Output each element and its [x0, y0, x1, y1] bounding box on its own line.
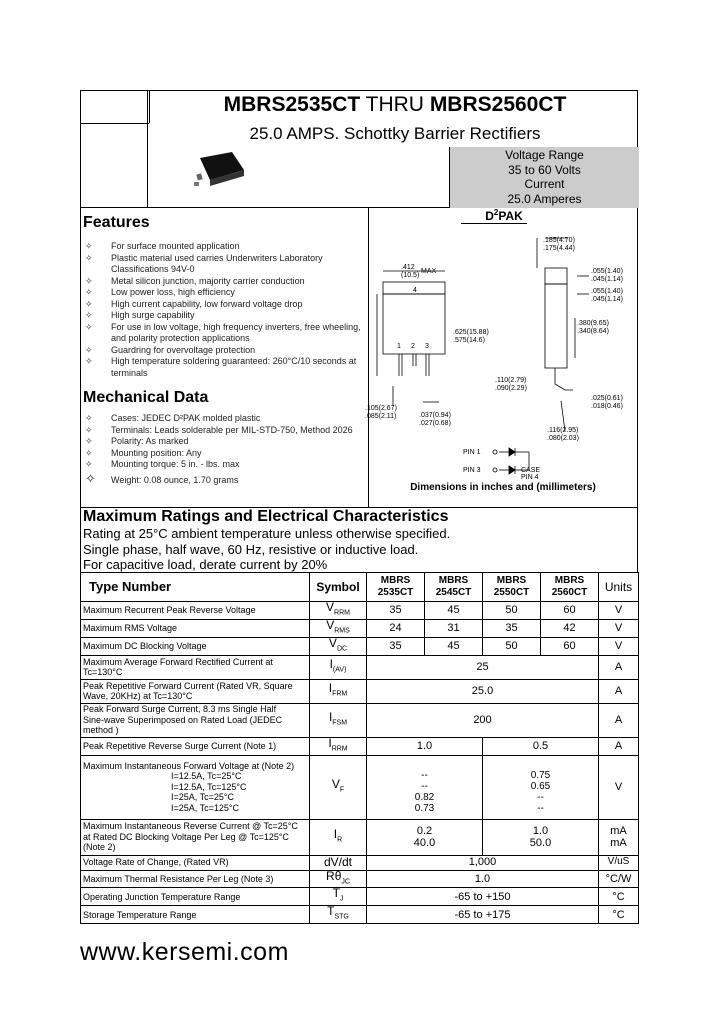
dim-label: .045(1.14)	[591, 296, 623, 303]
table-row: Maximum DC Blocking Voltage $V_{DC}$ 35 45 50 60 V	[81, 637, 639, 655]
dim-label: .055(1.40)	[591, 268, 623, 275]
list-item: ✧ Low power loss, high efficiency	[85, 287, 235, 297]
col-header-part: MBRS 2560CT	[541, 573, 599, 602]
ratings-note: Single phase, half wave, 60 Hz, resistive or inductive load.	[83, 541, 419, 557]
dim-label: .340(8.64)	[577, 328, 609, 335]
page-subtitle: 25.0 AMPS. Schottky Barrier Rectifiers	[249, 124, 541, 143]
list-item: ✧ High current capability, low forward voltage drop	[85, 298, 303, 309]
col-header-part: MBRS 2545CT	[425, 573, 483, 602]
table-row: Operating Junction Temperature Range $T_J$ -65 to +150 °C	[81, 888, 639, 906]
list-item: ✧ Terminals: Leads solderable per MIL-STD-750, Method 2026	[85, 424, 353, 435]
dim-label: .105(2.67)	[365, 405, 397, 412]
dim-label: .025(0.61)	[591, 395, 623, 402]
header-box	[80, 90, 638, 208]
table-row: Maximum Thermal Resistance Per Leg (Note 3) $R\theta_{JC}$ 1.0 °C/W	[81, 870, 639, 888]
col-header-part: MBRS 2550CT	[483, 573, 541, 602]
ratings-table	[80, 572, 639, 924]
pin-label: 1	[397, 343, 401, 350]
list-item: ✧ For use in low voltage, high frequency inverters, free wheeling, and polarity protection applications	[85, 321, 361, 343]
table-row: Maximum Instantaneous Forward Voltage at (Note 2) I=12.5A, Tc=25°C I=12.5A, Tc=125°C I=25A, Tc=25°C I=25A, Tc=125°C $V_F$ -- -- 0.82 0.73 0.75 0.65 -- -- V	[81, 755, 639, 819]
table-row: Maximum Instantaneous Reverse Current @ Tc=25°C at Rated DC Blocking Voltage Per Leg @ Tc=125°C (Note 2) $I_R$ 0.2 40.0 1.0 50.0 mA mA	[81, 819, 639, 855]
package-label: $D^2PAK$	[485, 208, 523, 223]
pin-label: 2	[411, 343, 415, 350]
list-item: ✧ For surface mounted application	[85, 241, 240, 251]
col-header-part: MBRS 2535CT	[367, 573, 425, 602]
voltage-range-label: Voltage Range	[505, 148, 584, 162]
table-header-row	[81, 573, 639, 602]
dim-label: .110(2.79)	[495, 377, 527, 384]
dim-label: .085(2.11)	[365, 413, 397, 420]
list-item: ✧ Cases: JEDEC D²PAK molded plastic	[85, 413, 261, 423]
pin-label: 3	[425, 343, 429, 350]
ratings-title: Maximum Ratings and Electrical Characteristics	[83, 508, 449, 525]
dim-label: .018(0.46)	[591, 403, 623, 410]
features-section	[80, 208, 368, 508]
list-item: ✧ Guardring for overvoltage protection	[85, 344, 256, 355]
dim-label: .412	[401, 264, 415, 271]
package-drawing-section	[365, 208, 638, 508]
pin-label: CASE	[521, 467, 541, 474]
pin-label: 4	[413, 287, 417, 294]
ratings-section	[80, 508, 638, 572]
list-item: ✧ Metal silicon junction, majority carrier conduction	[85, 275, 305, 286]
list-item: ✧ Polarity: As marked	[85, 436, 189, 446]
current-label: Current	[524, 177, 565, 191]
mechanical-list	[81, 413, 368, 486]
dim-label: .625(15.88)	[453, 329, 489, 336]
list-item: ✧ Weight: 0.08 ounce, 1.70 grams	[85, 470, 239, 486]
voltage-range-value: 35 to 60 Volts	[508, 162, 581, 177]
features-list	[81, 241, 368, 379]
dim-label: .116(2.95)	[547, 427, 579, 434]
table-row: Peak Repetitive Reverse Surge Current (Note 1) $I_{RRM}$ 1.0 0.5 A	[81, 737, 639, 755]
list-item: ✧ High surge capability	[85, 310, 195, 320]
drawing-caption: Dimensions in inches and (millimeters)	[410, 482, 596, 493]
list-item: ✧ Mounting torque: 5 in. - lbs. max	[85, 459, 240, 469]
page-title: MBRS2535CT THRU MBRS2560CT	[223, 93, 567, 116]
package-outline-drawing	[365, 226, 639, 496]
dim-label: .575(14.6)	[453, 337, 485, 344]
dim-label: .080(2.03)	[547, 435, 579, 442]
table-row: Voltage Rate of Change, (Rated VR) dV/dt 1,000 V/uS	[81, 855, 639, 870]
col-header-type: Type Number	[81, 573, 310, 602]
dim-label: MAX	[421, 268, 437, 275]
col-header-symbol: Symbol	[310, 573, 367, 602]
logo-cell	[81, 91, 150, 123]
table-row: Maximum RMS Voltage $V_{RMS}$ 24 31 35 42 V	[81, 619, 639, 637]
dim-label: .090(2.29)	[495, 385, 527, 392]
table-row: Storage Temperature Range $T_{STG}$ -65 to +175 °C	[81, 906, 639, 924]
list-item: ✧ High temperature soldering guaranteed: 260°C/10 seconds at terminals	[85, 356, 357, 378]
table-row: Peak Repetitive Forward Current (Rated VR, Square Wave, 20KHz) at Tc=130°C $I_{FRM}$ 25.0 A	[81, 679, 639, 703]
table-row: Maximum Average Forward Rectified Current at Tc=130°C $I_{(AV)}$ 25 A	[81, 655, 639, 679]
dim-label: .175(4.44)	[543, 245, 575, 252]
table-row: Peak Forward Surge Current, 8.3 ms Single Half Sine-wave Superimposed on Rated Load (JEDEC method ) $I_{FSM}$ 200 A	[81, 703, 639, 737]
list-item: ✧ Mounting position: Any	[85, 447, 202, 458]
component-photo	[192, 150, 252, 195]
ratings-note: Rating at 25°C ambient temperature unless otherwise specified.	[83, 526, 451, 541]
dim-label: .380(9.65)	[577, 320, 609, 327]
website-link[interactable]: www.kersemi.com	[80, 938, 289, 966]
col-header-units: Units	[599, 573, 639, 602]
dim-label: (10.5)	[401, 272, 420, 279]
pin-label: PIN 4	[521, 474, 539, 481]
dim-label: .037(0.94)	[419, 412, 451, 419]
ratings-note: For capacitive load, derate current by 20%	[83, 557, 328, 572]
dim-label: .185(4.70)	[543, 237, 575, 244]
features-title: Features	[83, 214, 150, 231]
dim-label: .055(1.40)	[591, 288, 623, 295]
dim-label: .045(1.14)	[591, 276, 623, 283]
table-row: Maximum Recurrent Peak Reverse Voltage $V_{RRM}$ 35 45 50 60 V	[81, 602, 639, 620]
pin-label: PIN 3	[463, 467, 481, 474]
current-value: 25.0 Amperes	[507, 191, 582, 206]
list-item: ✧ Plastic material used carries Underwriters Laboratory Classifications 94V-0	[85, 252, 323, 274]
pin-label: PIN 1	[463, 449, 481, 456]
voltage-range-box	[449, 147, 639, 208]
dim-label: .027(0.68)	[419, 420, 451, 427]
mechanical-title: Mechanical Data	[83, 389, 209, 406]
